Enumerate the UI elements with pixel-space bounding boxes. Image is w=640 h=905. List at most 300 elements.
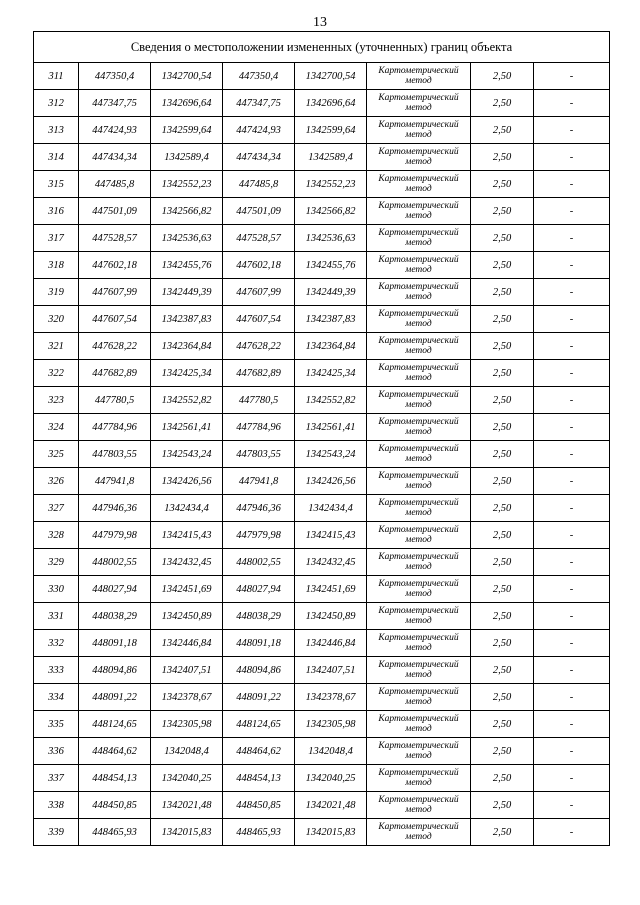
existing-y-cell: 1342040,25 <box>151 765 223 792</box>
point-number-cell: 321 <box>34 333 79 360</box>
method-line-2: метод <box>405 319 432 329</box>
table-row <box>34 495 610 522</box>
accuracy-cell: 2,50 <box>471 63 534 90</box>
method-cell <box>367 225 471 252</box>
existing-x-cell: 447607,54 <box>79 306 151 333</box>
note-cell: - <box>534 387 610 414</box>
method-line-1: Картометрический <box>378 120 459 130</box>
note-cell: - <box>534 711 610 738</box>
note-cell: - <box>534 306 610 333</box>
method-line-1: Картометрический <box>378 498 459 508</box>
table-row <box>34 252 610 279</box>
accuracy-cell: 2,50 <box>471 225 534 252</box>
accuracy-cell: 2,50 <box>471 738 534 765</box>
table-row <box>34 468 610 495</box>
refined-y-cell: 1342451,69 <box>295 576 367 603</box>
existing-x-cell: 447350,4 <box>79 63 151 90</box>
accuracy-cell: 2,50 <box>471 441 534 468</box>
note-cell: - <box>534 171 610 198</box>
method-line-2: метод <box>405 292 432 302</box>
existing-y-cell: 1342021,48 <box>151 792 223 819</box>
refined-x-cell: 447780,5 <box>223 387 295 414</box>
table-row <box>34 333 610 360</box>
existing-y-cell: 1342455,76 <box>151 252 223 279</box>
method-cell <box>367 468 471 495</box>
note-cell: - <box>534 360 610 387</box>
refined-y-cell: 1342599,64 <box>295 117 367 144</box>
existing-x-cell: 448450,85 <box>79 792 151 819</box>
accuracy-cell: 2,50 <box>471 90 534 117</box>
refined-x-cell: 447607,99 <box>223 279 295 306</box>
method-line-1: Картометрический <box>378 579 459 589</box>
point-number-cell: 316 <box>34 198 79 225</box>
note-cell: - <box>534 198 610 225</box>
method-cell <box>367 279 471 306</box>
table-row <box>34 90 610 117</box>
existing-y-cell: 1342425,34 <box>151 360 223 387</box>
method-line-1: Картометрический <box>378 525 459 535</box>
method-cell <box>367 387 471 414</box>
table-body <box>34 63 610 846</box>
accuracy-cell: 2,50 <box>471 306 534 333</box>
existing-x-cell: 447607,99 <box>79 279 151 306</box>
point-number-cell: 314 <box>34 144 79 171</box>
existing-x-cell: 447780,5 <box>79 387 151 414</box>
existing-x-cell: 447628,22 <box>79 333 151 360</box>
existing-x-cell: 447979,98 <box>79 522 151 549</box>
method-cell <box>367 630 471 657</box>
table-row <box>34 171 610 198</box>
note-cell: - <box>534 117 610 144</box>
refined-y-cell: 1342415,43 <box>295 522 367 549</box>
point-number-cell: 334 <box>34 684 79 711</box>
method-line-1: Картометрический <box>378 147 459 157</box>
note-cell: - <box>534 522 610 549</box>
method-line-2: метод <box>405 130 432 140</box>
accuracy-cell: 2,50 <box>471 279 534 306</box>
method-cell <box>367 198 471 225</box>
refined-x-cell: 448450,85 <box>223 792 295 819</box>
method-cell <box>367 765 471 792</box>
point-number-cell: 332 <box>34 630 79 657</box>
existing-x-cell: 447941,8 <box>79 468 151 495</box>
note-cell: - <box>534 819 610 846</box>
refined-y-cell: 1342700,54 <box>295 63 367 90</box>
point-number-cell: 331 <box>34 603 79 630</box>
point-number-cell: 329 <box>34 549 79 576</box>
method-line-1: Картометрический <box>378 417 459 427</box>
existing-x-cell: 447501,09 <box>79 198 151 225</box>
note-cell: - <box>534 63 610 90</box>
refined-y-cell: 1342696,64 <box>295 90 367 117</box>
accuracy-cell: 2,50 <box>471 522 534 549</box>
accuracy-cell: 2,50 <box>471 819 534 846</box>
table-row <box>34 360 610 387</box>
point-number-cell: 327 <box>34 495 79 522</box>
point-number-cell: 338 <box>34 792 79 819</box>
method-line-2: метод <box>405 562 432 572</box>
point-number-cell: 323 <box>34 387 79 414</box>
note-cell: - <box>534 603 610 630</box>
point-number-cell: 319 <box>34 279 79 306</box>
refined-x-cell: 448002,55 <box>223 549 295 576</box>
method-line-1: Картометрический <box>378 444 459 454</box>
existing-x-cell: 447424,93 <box>79 117 151 144</box>
page-number: 13 <box>313 15 327 30</box>
refined-y-cell: 1342450,89 <box>295 603 367 630</box>
refined-x-cell: 447485,8 <box>223 171 295 198</box>
point-number-cell: 311 <box>34 63 79 90</box>
existing-y-cell: 1342566,82 <box>151 198 223 225</box>
refined-x-cell: 448094,86 <box>223 657 295 684</box>
method-line-2: метод <box>405 481 432 491</box>
existing-y-cell: 1342599,64 <box>151 117 223 144</box>
table-row <box>34 441 610 468</box>
method-line-1: Картометрический <box>378 309 459 319</box>
note-cell: - <box>534 468 610 495</box>
method-line-2: метод <box>405 103 432 113</box>
method-cell <box>367 549 471 576</box>
existing-y-cell: 1342407,51 <box>151 657 223 684</box>
table-row <box>34 144 610 171</box>
existing-x-cell: 447602,18 <box>79 252 151 279</box>
existing-x-cell: 448038,29 <box>79 603 151 630</box>
existing-y-cell: 1342450,89 <box>151 603 223 630</box>
refined-x-cell: 448038,29 <box>223 603 295 630</box>
existing-x-cell: 447803,55 <box>79 441 151 468</box>
refined-x-cell: 447602,18 <box>223 252 295 279</box>
accuracy-cell: 2,50 <box>471 252 534 279</box>
point-number-cell: 317 <box>34 225 79 252</box>
method-line-2: метод <box>405 751 432 761</box>
table-row <box>34 225 610 252</box>
existing-y-cell: 1342449,39 <box>151 279 223 306</box>
refined-x-cell: 448027,94 <box>223 576 295 603</box>
refined-x-cell: 447528,57 <box>223 225 295 252</box>
point-number-cell: 318 <box>34 252 79 279</box>
method-line-2: метод <box>405 697 432 707</box>
accuracy-cell: 2,50 <box>471 333 534 360</box>
note-cell: - <box>534 738 610 765</box>
note-cell: - <box>534 279 610 306</box>
method-line-2: метод <box>405 265 432 275</box>
point-number-cell: 322 <box>34 360 79 387</box>
accuracy-cell: 2,50 <box>471 387 534 414</box>
method-line-2: метод <box>405 535 432 545</box>
refined-y-cell: 1342021,48 <box>295 792 367 819</box>
table-row <box>34 549 610 576</box>
method-line-2: метод <box>405 805 432 815</box>
existing-y-cell: 1342552,82 <box>151 387 223 414</box>
note-cell: - <box>534 414 610 441</box>
method-line-2: метод <box>405 238 432 248</box>
refined-y-cell: 1342425,34 <box>295 360 367 387</box>
method-line-2: метод <box>405 211 432 221</box>
table-row <box>34 198 610 225</box>
refined-y-cell: 1342387,83 <box>295 306 367 333</box>
method-cell <box>367 792 471 819</box>
method-line-2: метод <box>405 427 432 437</box>
existing-y-cell: 1342700,54 <box>151 63 223 90</box>
accuracy-cell: 2,50 <box>471 360 534 387</box>
accuracy-cell: 2,50 <box>471 630 534 657</box>
note-cell: - <box>534 441 610 468</box>
point-number-cell: 339 <box>34 819 79 846</box>
existing-x-cell: 447347,75 <box>79 90 151 117</box>
existing-y-cell: 1342048,4 <box>151 738 223 765</box>
refined-x-cell: 448465,93 <box>223 819 295 846</box>
accuracy-cell: 2,50 <box>471 684 534 711</box>
method-cell <box>367 522 471 549</box>
method-cell <box>367 333 471 360</box>
table-title: Сведения о местоположении измененных (уточненных) границ объекта <box>34 32 610 63</box>
point-number-cell: 313 <box>34 117 79 144</box>
table-row <box>34 387 610 414</box>
method-line-1: Картометрический <box>378 687 459 697</box>
point-number-cell: 333 <box>34 657 79 684</box>
refined-x-cell: 448124,65 <box>223 711 295 738</box>
note-cell: - <box>534 576 610 603</box>
point-number-cell: 330 <box>34 576 79 603</box>
point-number-cell: 335 <box>34 711 79 738</box>
refined-x-cell: 448091,22 <box>223 684 295 711</box>
accuracy-cell: 2,50 <box>471 171 534 198</box>
refined-y-cell: 1342552,23 <box>295 171 367 198</box>
existing-y-cell: 1342561,41 <box>151 414 223 441</box>
table-row <box>34 792 610 819</box>
refined-x-cell: 447941,8 <box>223 468 295 495</box>
refined-y-cell: 1342432,45 <box>295 549 367 576</box>
method-cell <box>367 576 471 603</box>
method-line-1: Картометрический <box>378 255 459 265</box>
refined-y-cell: 1342364,84 <box>295 333 367 360</box>
existing-x-cell: 448094,86 <box>79 657 151 684</box>
method-cell <box>367 819 471 846</box>
existing-y-cell: 1342434,4 <box>151 495 223 522</box>
method-line-1: Картометрический <box>378 174 459 184</box>
method-cell <box>367 252 471 279</box>
method-line-2: метод <box>405 346 432 356</box>
table-row <box>34 279 610 306</box>
refined-x-cell: 447350,4 <box>223 63 295 90</box>
method-line-2: метод <box>405 454 432 464</box>
refined-y-cell: 1342449,39 <box>295 279 367 306</box>
existing-y-cell: 1342446,84 <box>151 630 223 657</box>
note-cell: - <box>534 657 610 684</box>
method-line-2: метод <box>405 76 432 86</box>
refined-y-cell: 1342305,98 <box>295 711 367 738</box>
method-cell <box>367 306 471 333</box>
existing-y-cell: 1342696,64 <box>151 90 223 117</box>
refined-y-cell: 1342048,4 <box>295 738 367 765</box>
method-cell <box>367 360 471 387</box>
table-row <box>34 819 610 846</box>
method-cell <box>367 63 471 90</box>
method-line-1: Картометрический <box>378 228 459 238</box>
method-cell <box>367 603 471 630</box>
note-cell: - <box>534 792 610 819</box>
method-line-2: метод <box>405 508 432 518</box>
point-number-cell: 326 <box>34 468 79 495</box>
method-line-1: Картометрический <box>378 741 459 751</box>
existing-y-cell: 1342415,43 <box>151 522 223 549</box>
refined-x-cell: 447434,34 <box>223 144 295 171</box>
note-cell: - <box>534 684 610 711</box>
method-cell <box>367 711 471 738</box>
existing-y-cell: 1342432,45 <box>151 549 223 576</box>
refined-y-cell: 1342566,82 <box>295 198 367 225</box>
point-number-cell: 336 <box>34 738 79 765</box>
refined-x-cell: 448091,18 <box>223 630 295 657</box>
method-line-1: Картометрический <box>378 714 459 724</box>
table-row <box>34 414 610 441</box>
existing-x-cell: 447784,96 <box>79 414 151 441</box>
note-cell: - <box>534 252 610 279</box>
refined-y-cell: 1342015,83 <box>295 819 367 846</box>
refined-y-cell: 1342434,4 <box>295 495 367 522</box>
refined-y-cell: 1342543,24 <box>295 441 367 468</box>
refined-x-cell: 447424,93 <box>223 117 295 144</box>
table-row <box>34 306 610 333</box>
accuracy-cell: 2,50 <box>471 495 534 522</box>
accuracy-cell: 2,50 <box>471 765 534 792</box>
refined-x-cell: 448464,62 <box>223 738 295 765</box>
method-cell <box>367 144 471 171</box>
refined-x-cell: 447628,22 <box>223 333 295 360</box>
existing-y-cell: 1342387,83 <box>151 306 223 333</box>
refined-y-cell: 1342561,41 <box>295 414 367 441</box>
method-line-2: метод <box>405 157 432 167</box>
point-number-cell: 315 <box>34 171 79 198</box>
accuracy-cell: 2,50 <box>471 657 534 684</box>
existing-x-cell: 448091,22 <box>79 684 151 711</box>
method-cell <box>367 117 471 144</box>
existing-x-cell: 447946,36 <box>79 495 151 522</box>
refined-y-cell: 1342446,84 <box>295 630 367 657</box>
existing-y-cell: 1342305,98 <box>151 711 223 738</box>
existing-y-cell: 1342536,63 <box>151 225 223 252</box>
table-row <box>34 630 610 657</box>
refined-y-cell: 1342378,67 <box>295 684 367 711</box>
method-line-1: Картометрический <box>378 363 459 373</box>
existing-y-cell: 1342552,23 <box>151 171 223 198</box>
refined-y-cell: 1342426,56 <box>295 468 367 495</box>
method-line-2: метод <box>405 643 432 653</box>
note-cell: - <box>534 549 610 576</box>
method-line-1: Картометрический <box>378 552 459 562</box>
method-line-2: метод <box>405 670 432 680</box>
table-row <box>34 117 610 144</box>
table-row <box>34 765 610 792</box>
existing-x-cell: 448464,62 <box>79 738 151 765</box>
note-cell: - <box>534 144 610 171</box>
existing-y-cell: 1342426,56 <box>151 468 223 495</box>
method-cell <box>367 414 471 441</box>
method-line-2: метод <box>405 184 432 194</box>
table-row <box>34 63 610 90</box>
note-cell: - <box>534 495 610 522</box>
method-cell <box>367 171 471 198</box>
method-line-1: Картометрический <box>378 390 459 400</box>
method-line-2: метод <box>405 832 432 842</box>
method-line-1: Картометрический <box>378 633 459 643</box>
existing-y-cell: 1342451,69 <box>151 576 223 603</box>
method-line-2: метод <box>405 778 432 788</box>
table-row <box>34 684 610 711</box>
method-cell <box>367 441 471 468</box>
existing-x-cell: 448091,18 <box>79 630 151 657</box>
method-line-2: метод <box>405 589 432 599</box>
table-row <box>34 576 610 603</box>
existing-y-cell: 1342378,67 <box>151 684 223 711</box>
refined-y-cell: 1342455,76 <box>295 252 367 279</box>
existing-x-cell: 448002,55 <box>79 549 151 576</box>
method-line-1: Картометрический <box>378 768 459 778</box>
method-line-1: Картометрический <box>378 282 459 292</box>
method-cell <box>367 738 471 765</box>
method-cell <box>367 657 471 684</box>
method-line-2: метод <box>405 400 432 410</box>
existing-x-cell: 447485,8 <box>79 171 151 198</box>
accuracy-cell: 2,50 <box>471 414 534 441</box>
note-cell: - <box>534 333 610 360</box>
accuracy-cell: 2,50 <box>471 549 534 576</box>
method-line-1: Картометрический <box>378 93 459 103</box>
refined-x-cell: 447501,09 <box>223 198 295 225</box>
existing-y-cell: 1342364,84 <box>151 333 223 360</box>
accuracy-cell: 2,50 <box>471 117 534 144</box>
accuracy-cell: 2,50 <box>471 792 534 819</box>
refined-x-cell: 447784,96 <box>223 414 295 441</box>
refined-x-cell: 447803,55 <box>223 441 295 468</box>
existing-x-cell: 448454,13 <box>79 765 151 792</box>
refined-y-cell: 1342552,82 <box>295 387 367 414</box>
point-number-cell: 312 <box>34 90 79 117</box>
method-line-1: Картометрический <box>378 660 459 670</box>
existing-x-cell: 447682,89 <box>79 360 151 387</box>
note-cell: - <box>534 765 610 792</box>
table-row <box>34 603 610 630</box>
accuracy-cell: 2,50 <box>471 576 534 603</box>
method-line-1: Картометрический <box>378 795 459 805</box>
note-cell: - <box>534 90 610 117</box>
point-number-cell: 325 <box>34 441 79 468</box>
method-line-1: Картометрический <box>378 66 459 76</box>
refined-x-cell: 447607,54 <box>223 306 295 333</box>
method-cell <box>367 495 471 522</box>
point-number-cell: 337 <box>34 765 79 792</box>
accuracy-cell: 2,50 <box>471 198 534 225</box>
existing-y-cell: 1342543,24 <box>151 441 223 468</box>
method-line-1: Картометрический <box>378 336 459 346</box>
accuracy-cell: 2,50 <box>471 468 534 495</box>
existing-x-cell: 447434,34 <box>79 144 151 171</box>
refined-y-cell: 1342407,51 <box>295 657 367 684</box>
table-row <box>34 657 610 684</box>
note-cell: - <box>534 630 610 657</box>
existing-x-cell: 447528,57 <box>79 225 151 252</box>
table-row <box>34 522 610 549</box>
existing-x-cell: 448124,65 <box>79 711 151 738</box>
method-line-1: Картометрический <box>378 606 459 616</box>
accuracy-cell: 2,50 <box>471 144 534 171</box>
point-number-cell: 324 <box>34 414 79 441</box>
method-line-2: метод <box>405 724 432 734</box>
refined-y-cell: 1342536,63 <box>295 225 367 252</box>
method-line-2: метод <box>405 373 432 383</box>
boundary-coordinates-table <box>33 31 610 846</box>
method-cell <box>367 684 471 711</box>
